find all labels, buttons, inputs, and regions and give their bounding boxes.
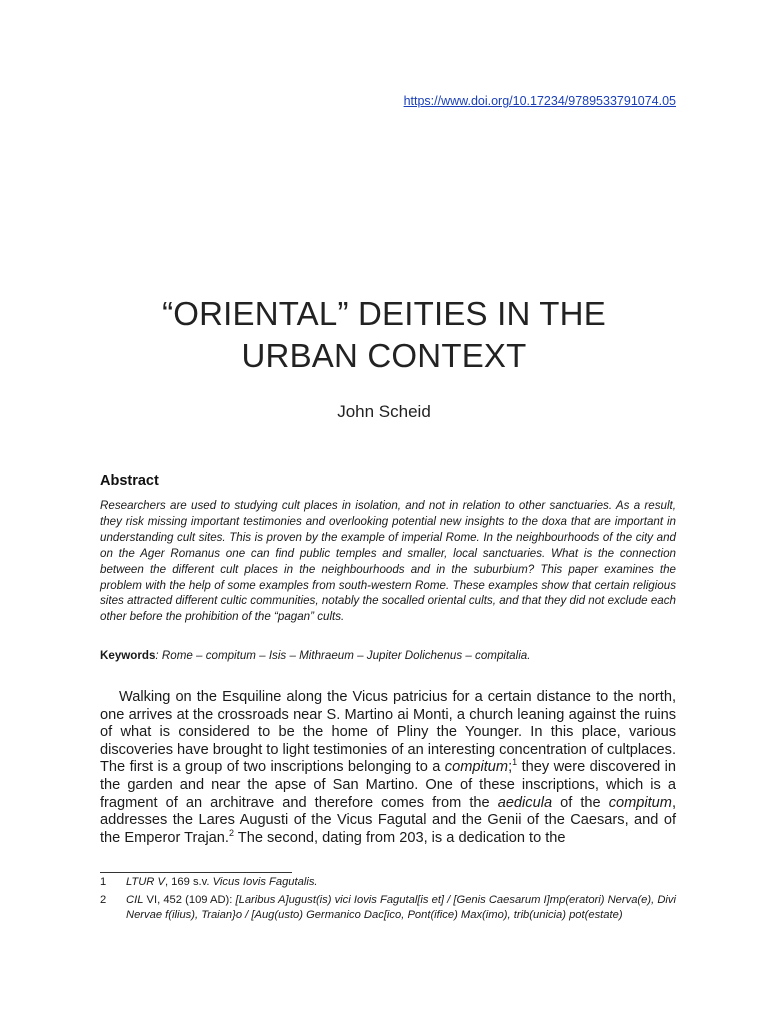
- body-text-segment: ;: [508, 759, 513, 776]
- paper-title: [0, 293, 768, 377]
- abstract-heading: Abstract: [100, 473, 159, 489]
- footnote-body: [126, 875, 676, 890]
- keywords-separator: :: [155, 649, 159, 662]
- body-paragraph: [100, 689, 676, 847]
- footnote-body: [126, 893, 676, 923]
- keywords-label: Keywords: [100, 649, 156, 662]
- footnote-1: [100, 875, 676, 890]
- footnote-italic: CIL: [126, 894, 144, 906]
- footnote-number: 1: [100, 876, 107, 888]
- body-italic-term: compitum: [608, 794, 672, 811]
- body-italic-term: compitum: [444, 759, 509, 776]
- footnote-text: , 169 s.v.: [164, 876, 213, 888]
- body-text-segment: of the: [552, 794, 609, 811]
- body-text-segment: Walking on the Esquiline along the Vicus patricius for a certain distance to the north, one arrives at the crossroads near S. Martino ai Monti, a church leaning against the ruins of what is considered to be the home of Pliny the Younger. In this place, various discoveries have brought to light testimonies of an interesting concentration of cultplaces. The first is a group of two inscriptions belonging to a: [100, 689, 676, 776]
- body-text-segment: The second, dating from 203, is a dedication to the: [234, 829, 566, 846]
- doi-link[interactable]: https://www.doi.org/10.17234/9789533791074.05: [403, 94, 676, 108]
- footnote-number: 2: [100, 894, 107, 906]
- body-text-segment: , addresses the Lares Augusti of the Vicus Fagutal and the Genii of the Caesars, and of the Emperor Trajan.: [100, 794, 677, 846]
- body-italic-term: aedicula: [497, 794, 553, 811]
- footnote-text: VI, 452 (109 AD):: [143, 894, 236, 906]
- footnote-2: [100, 893, 676, 923]
- footnote-italic: LTUR V: [126, 876, 165, 888]
- footnote-italic: [Laribus A]ugust(is) vici Iovis Fagutal[is et] / [Genis Caesarum I]mp(eratori) Nerva(e), Divi Nervae f(ilius), Traian}o / [Aug(usto) Germanico Dac[ico, Pont(ifice) Max(imo), trib(unicia) pot(estate): [126, 894, 676, 921]
- footnote-ref-1[interactable]: 1: [512, 757, 518, 768]
- title-line-1: “ORIENTAL” DEITIES IN THE: [162, 295, 606, 332]
- footnote-italic: Vicus Iovis Fagutalis.: [212, 876, 318, 888]
- keywords: [100, 648, 676, 664]
- footnote-ref-2[interactable]: 2: [228, 827, 234, 838]
- abstract-text: Researchers are used to studying cult places in isolation, and not in relation to other sanctuaries. As a result, they risk missing important testimonies and overlooking potential new insights to the doxa that are important in understanding cult sites. This is proven by the example of imperial Rome. In the neighbourhoods of the city and on the Ager Romanus one can find public temples and smaller, local sanctuaries. What is the connection between the different cult places in the neighbourhoods and in the suburbium? This paper examines the problem with the help of some examples from south-western Rome. These examples show that certain religious sites attracted different cultic communities, notably the socalled oriental cults, and that they did not exclude each other before the prohibition of the “pagan” cults.: [100, 499, 676, 624]
- title-line-2: URBAN CONTEXT: [241, 337, 527, 374]
- author-name: John Scheid: [337, 402, 431, 421]
- footnote-divider: [100, 872, 292, 873]
- body-text-segment: they were discovered in the garden and near the apse of San Martino. One of these inscriptions, which is a fragment of an architrave and therefore comes from the: [100, 759, 676, 811]
- keywords-list: Rome – compitum – Isis – Mithraeum – Jupiter Dolichenus – compitalia.: [158, 649, 531, 662]
